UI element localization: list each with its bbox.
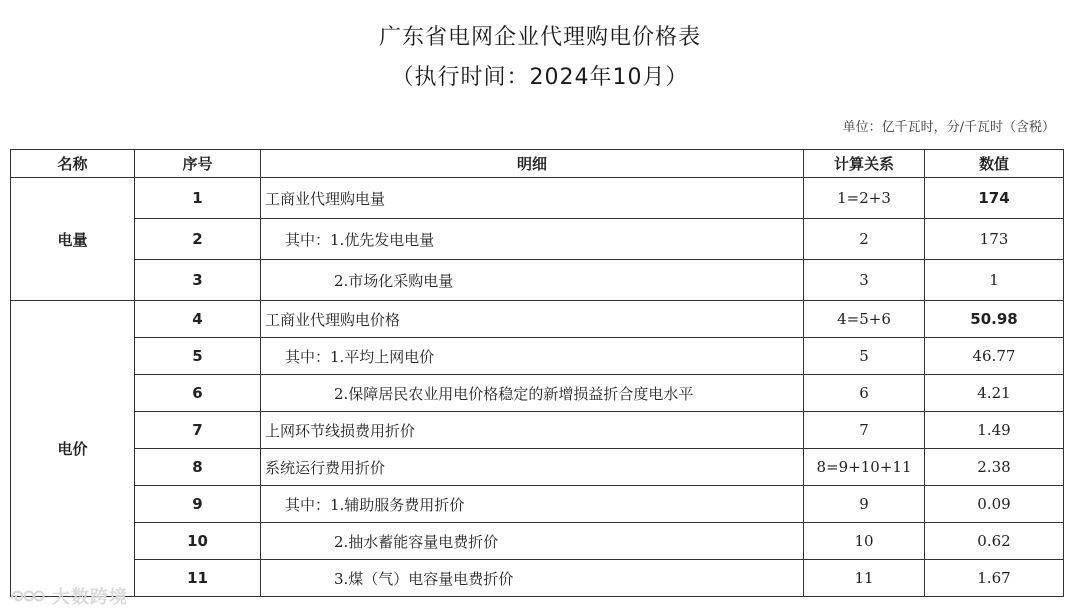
column-header-value: 数值: [925, 150, 1064, 178]
row-seq: 8: [135, 449, 261, 486]
table-row: [11, 338, 1064, 375]
row-seq: 9: [135, 486, 261, 523]
page-title: 广东省电网企业代理购电价格表: [378, 25, 701, 50]
row-seq: 10: [135, 523, 261, 560]
table-header-row: [11, 150, 1064, 178]
unit-note: 单位：亿千瓦时，分/千瓦时（含税）: [842, 120, 1055, 135]
row-detail: 系统运行费用折价: [261, 449, 804, 486]
watermark-text: 大数跨境: [52, 587, 128, 608]
row-detail: 3.煤（气）电容量电费折价: [261, 560, 804, 597]
row-value: 0.09: [925, 486, 1064, 523]
column-header-seq: 序号: [135, 150, 261, 178]
row-value: 2.38: [925, 449, 1064, 486]
row-detail: 其中：1.优先发电电量: [261, 219, 804, 260]
row-detail: 2.保障居民农业用电价格稳定的新增损益折合度电水平: [261, 375, 804, 412]
row-formula: 3: [804, 260, 925, 301]
table-row: [11, 560, 1064, 597]
row-value: 1: [925, 260, 1064, 301]
row-formula: 2: [804, 219, 925, 260]
row-seq: 5: [135, 338, 261, 375]
row-seq: 4: [135, 301, 261, 338]
row-value: 173: [925, 219, 1064, 260]
row-formula: 8=9+10+11: [804, 449, 925, 486]
row-seq: 3: [135, 260, 261, 301]
row-detail: 2.市场化采购电量: [261, 260, 804, 301]
table-row: [11, 178, 1064, 219]
row-value: 46.77: [925, 338, 1064, 375]
row-seq: 1: [135, 178, 261, 219]
group-label-electricity: 电量: [11, 178, 135, 301]
row-formula: 1=2+3: [804, 178, 925, 219]
row-formula: 9: [804, 486, 925, 523]
table-row: [11, 260, 1064, 301]
table-row: [11, 375, 1064, 412]
column-header-name: 名称: [11, 150, 135, 178]
row-seq: 2: [135, 219, 261, 260]
row-value: 1.67: [925, 560, 1064, 597]
table-row: [11, 219, 1064, 260]
group-label-price: 电价: [11, 301, 135, 597]
table-row: [11, 449, 1064, 486]
watermark: [8, 583, 128, 609]
row-seq: 6: [135, 375, 261, 412]
column-header-formula: 计算关系: [804, 150, 925, 178]
row-detail: 其中：1.辅助服务费用折价: [261, 486, 804, 523]
page-subtitle: （执行时间：2024年10月）: [391, 65, 689, 90]
row-value: 50.98: [925, 301, 1064, 338]
table-row: [11, 523, 1064, 560]
column-header-detail: 明细: [261, 150, 804, 178]
row-detail: 2.抽水蓄能容量电费折价: [261, 523, 804, 560]
row-formula: 11: [804, 560, 925, 597]
row-detail: 工商业代理购电价格: [261, 301, 804, 338]
row-formula: 7: [804, 412, 925, 449]
price-table: [10, 149, 1064, 597]
row-detail: 其中：1.平均上网电价: [261, 338, 804, 375]
row-detail: 工商业代理购电量: [261, 178, 804, 219]
table-row: [11, 412, 1064, 449]
row-formula: 10: [804, 523, 925, 560]
row-value: 4.21: [925, 375, 1064, 412]
row-seq: 11: [135, 560, 261, 597]
row-seq: 7: [135, 412, 261, 449]
table-row: [11, 486, 1064, 523]
row-value: 1.49: [925, 412, 1064, 449]
row-formula: 5: [804, 338, 925, 375]
row-value: 174: [925, 178, 1064, 219]
row-formula: 4=5+6: [804, 301, 925, 338]
row-value: 0.62: [925, 523, 1064, 560]
row-formula: 6: [804, 375, 925, 412]
row-detail: 上网环节线损费用折价: [261, 412, 804, 449]
brand-logo-icon: [8, 586, 46, 606]
table-row: [11, 301, 1064, 338]
